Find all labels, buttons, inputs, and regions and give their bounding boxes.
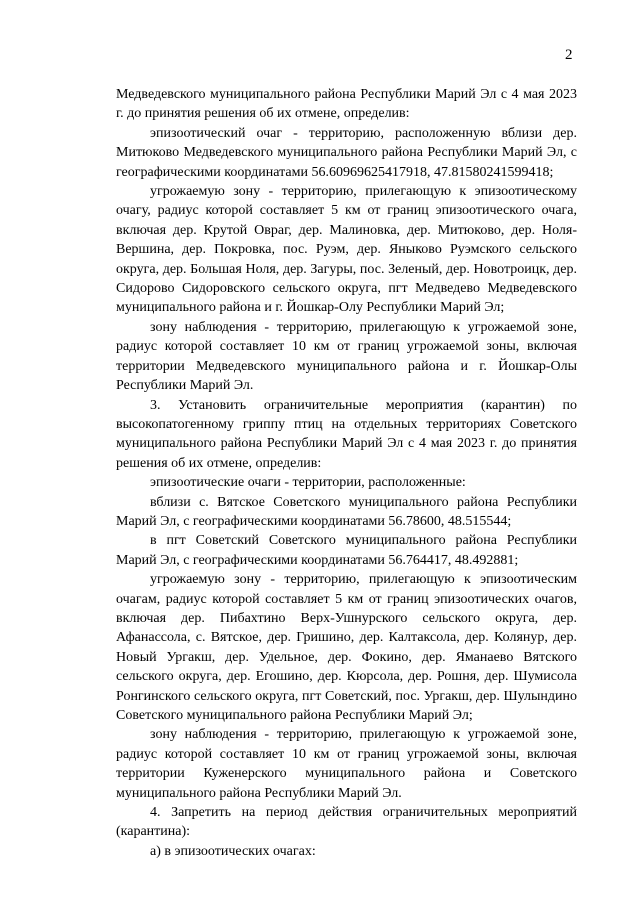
paragraph-item-3: 3. Установить ограничительные мероприятия (карантин) по высокопатогенному гриппу птиц на отдельных территориях Советского муниципального района Республики Марий Эл с 4 мая 2023 г. до принятия решения об их отмене, определив: — [116, 397, 577, 471]
paragraph-threatened-zone: угрожаемую зону - территорию, прилегающую к эпизоотическому очагу, радиус которой составляет 5 км от границ эпизоотического очага, включая дер. Крутой Овраг, дер. Малиновка, дер. Митюково, дер. Ноля-Вершина, дер. Покровка, пос. Руэм, дер. Яныково Руэмского сельского округа, дер. Большая Ноля, дер. Загуры, пос. Зеленый, дер. Новотроицк, дер. Сидорово Сидоровского сельского округа, пгт Медведево Медведевского муниципального района и г. Йошкар-Олу Республики Марий Эл; — [116, 184, 577, 316]
paragraph-near-vyatskoe: вблизи с. Вятское Советского муниципального района Республики Марий Эл, с географическими координатами 56.78600, 48.515544; — [116, 494, 577, 529]
paragraph-observation-zone: зону наблюдения - территорию, прилегающую к угрожаемой зоне, радиус которой составляет 10 км от границ угрожаемой зоны, включая территории Медведевского муниципального района и г. Йошкар-Олы Республики Марий Эл. — [116, 319, 577, 394]
paragraph-epizootic-focus: эпизоотический очаг - территорию, расположенную вблизи дер. Митюково Медведевского муниципального района Республики Марий Эл, с географическими координатами 56.60969625417918, 47.81580241599418; — [116, 125, 577, 180]
page-number: 2 — [565, 47, 573, 63]
paragraph-observation-zone-2: зону наблюдения - территорию, прилегающую к угрожаемой зоне, радиус которой составляет 10 км от границ угрожаемой зоны, включая территории Куженерского муниципального района и Советского муниципального района Республики Марий Эл. — [116, 727, 577, 801]
document-body — [116, 85, 577, 861]
paragraph-threatened-zone-2: угрожаемую зону - территорию, прилегающую к эпизоотическим очагам, радиус которой составляет 5 км от границ эпизоотических очагов, включая дер. Пибахтино Верх-Ушнурского сельского округа, дер. Афанассола, с. Вятское, дер. Гришино, дер. Калтаксола, дер. Колянур, дер. Новый Ургакш, дер. Удельное, дер. Фокино, дер. Яманаево Вятского сельского округа, дер. Егошино, дер. Кюрсола, дер. Рошня, дер. Шумисола Ронгинского сельского округа, пгт Советский, пос. Ургакш, дер. Шулындино Советского муниципального района Республики Марий Эл; — [116, 572, 577, 723]
paragraph-continuation: Медведевского муниципального района Республики Марий Эл с 4 мая 2023 г. до принятия решения об их отмене, определив: — [116, 87, 577, 122]
paragraph-item-4a: а) в эпизоотических очагах: — [150, 843, 316, 859]
paragraph-epizootic-foci: эпизоотические очаги - территории, расположенные: — [150, 475, 466, 491]
paragraph-sovetsky: в пгт Советский Советского муниципального района Республики Марий Эл, с географическими координатами 56.764417, 48.492881; — [116, 533, 577, 568]
paragraph-item-4: 4. Запретить на период действия ограничительных мероприятий (карантина): — [116, 805, 577, 840]
